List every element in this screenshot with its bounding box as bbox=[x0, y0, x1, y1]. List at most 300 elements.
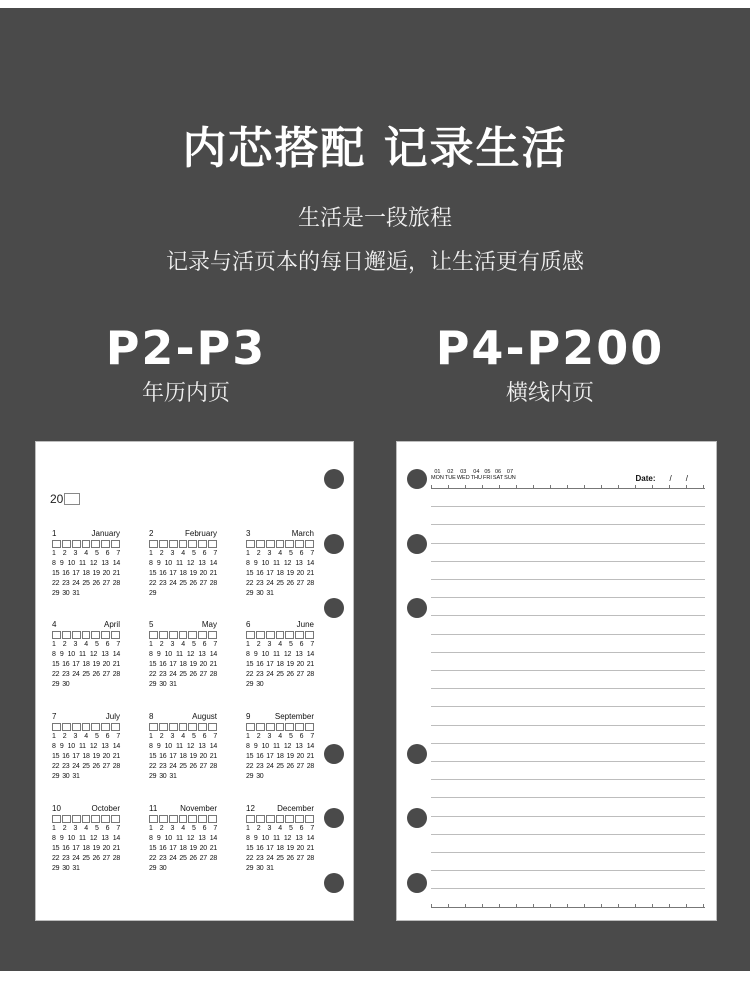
date-number: 9 bbox=[59, 743, 64, 750]
date-number: 22 bbox=[149, 580, 157, 587]
date-number: 7 bbox=[213, 550, 217, 557]
weekday-label bbox=[431, 469, 444, 481]
month-header bbox=[246, 620, 314, 630]
date-number: 24 bbox=[266, 580, 274, 587]
date-number: 18 bbox=[276, 845, 284, 852]
ruler-tick bbox=[703, 485, 704, 489]
date-number: 4 bbox=[278, 825, 282, 832]
date-number: 25 bbox=[276, 855, 284, 862]
date-row bbox=[246, 680, 314, 690]
date-number: 22 bbox=[246, 855, 254, 862]
date-number: 18 bbox=[276, 570, 284, 577]
weekday-box bbox=[159, 815, 168, 823]
date-number: 16 bbox=[256, 661, 264, 668]
weekday-box bbox=[101, 540, 110, 548]
date-number: 27 bbox=[199, 671, 207, 678]
date-number: 17 bbox=[266, 845, 274, 852]
date-number: 10 bbox=[164, 743, 172, 750]
month-number: 10 bbox=[52, 804, 61, 813]
date-number: 30 bbox=[256, 681, 264, 688]
ruler-tick bbox=[499, 485, 500, 489]
date-number: 21 bbox=[306, 845, 314, 852]
subtitle-line-2: 记录与活页本的每日邂逅，让生活更有质感 bbox=[165, 250, 584, 275]
date-number: 7 bbox=[116, 733, 120, 740]
weekday-name: THU bbox=[470, 475, 482, 481]
date-number: 30 bbox=[256, 590, 264, 597]
binder-hole bbox=[407, 534, 427, 554]
date-number: 30 bbox=[159, 773, 167, 780]
weekday-box bbox=[111, 631, 120, 639]
month-block bbox=[149, 804, 217, 874]
date-row bbox=[52, 589, 120, 599]
date-number: 6 bbox=[299, 733, 304, 740]
weekday-boxes bbox=[246, 723, 314, 732]
date-number: 31 bbox=[169, 681, 177, 688]
binder-hole bbox=[324, 808, 344, 828]
weekday-box bbox=[188, 631, 197, 639]
date-number: 3 bbox=[170, 733, 175, 740]
weekday-box bbox=[62, 631, 71, 639]
date-number: 25 bbox=[179, 671, 187, 678]
ruler-tick bbox=[686, 904, 687, 908]
weekday-box bbox=[285, 631, 294, 639]
date-row bbox=[246, 650, 314, 660]
date-number: 3 bbox=[73, 733, 78, 740]
month-header bbox=[246, 529, 314, 539]
weekday-box bbox=[266, 723, 275, 731]
date-number: 19 bbox=[92, 845, 100, 852]
date-row bbox=[246, 824, 314, 834]
date-number: 23 bbox=[159, 580, 167, 587]
date-number: 27 bbox=[102, 855, 110, 862]
month-block bbox=[149, 620, 217, 690]
date-number: 2 bbox=[159, 825, 164, 832]
date-number: 6 bbox=[299, 825, 304, 832]
weekday-box bbox=[82, 631, 91, 639]
weekday-label bbox=[504, 469, 516, 481]
weekday-box bbox=[149, 815, 158, 823]
weekday-box bbox=[188, 723, 197, 731]
ruled-line bbox=[431, 834, 705, 835]
weekday-box bbox=[276, 723, 285, 731]
date-number: 20 bbox=[296, 753, 304, 760]
ruled-line bbox=[431, 870, 705, 871]
date-number: 19 bbox=[92, 753, 100, 760]
binder-hole bbox=[407, 808, 427, 828]
month-number: 8 bbox=[149, 712, 154, 721]
month-header bbox=[52, 804, 120, 814]
date-row bbox=[52, 732, 120, 742]
date-number: 10 bbox=[164, 835, 172, 842]
date-number: 29 bbox=[246, 590, 254, 597]
date-number: 4 bbox=[84, 550, 88, 557]
date-number: 13 bbox=[198, 835, 206, 842]
date-number: 11 bbox=[273, 560, 280, 567]
weekday-label bbox=[471, 469, 482, 481]
date-number: 24 bbox=[169, 580, 177, 587]
date-number: 17 bbox=[72, 661, 80, 668]
date-number: 5 bbox=[94, 641, 99, 648]
month-number: 3 bbox=[246, 529, 251, 538]
ruler-tick bbox=[431, 485, 432, 489]
weekday-box bbox=[276, 540, 285, 548]
date-number: 14 bbox=[112, 560, 120, 567]
date-number: 30 bbox=[62, 681, 70, 688]
date-number: 7 bbox=[116, 550, 120, 557]
date-number: 4 bbox=[84, 641, 88, 648]
date-number: 8 bbox=[52, 560, 56, 567]
date-row bbox=[149, 660, 217, 670]
weekday-box bbox=[91, 815, 100, 823]
date-number: 25 bbox=[276, 671, 284, 678]
date-row bbox=[52, 742, 120, 752]
date-number: 16 bbox=[256, 845, 264, 852]
ruler-tick bbox=[618, 485, 619, 489]
date-number: 8 bbox=[149, 651, 153, 658]
date-row bbox=[149, 549, 217, 559]
weekday-name: TUE bbox=[444, 475, 456, 481]
date-number: 6 bbox=[202, 733, 207, 740]
date-number: 9 bbox=[253, 651, 258, 658]
date-number: 28 bbox=[209, 763, 217, 770]
date-row bbox=[246, 670, 314, 680]
month-header bbox=[149, 712, 217, 722]
date-number: 5 bbox=[94, 550, 99, 557]
weekday-number: 03 bbox=[460, 469, 467, 475]
weekday-box bbox=[208, 540, 217, 548]
month-header bbox=[149, 529, 217, 539]
weekday-label bbox=[445, 469, 456, 481]
date-number: 27 bbox=[199, 855, 207, 862]
ruled-line bbox=[431, 652, 705, 653]
date-number: 19 bbox=[286, 845, 294, 852]
date-number: 29 bbox=[246, 681, 254, 688]
date-number: 22 bbox=[246, 671, 254, 678]
date-number: 8 bbox=[52, 743, 56, 750]
date-number: 28 bbox=[209, 855, 217, 862]
date-number: 26 bbox=[92, 763, 100, 770]
date-row bbox=[52, 680, 120, 690]
weekday-box bbox=[62, 815, 71, 823]
date-number: 28 bbox=[306, 580, 314, 587]
weekday-box bbox=[256, 723, 265, 731]
binder-hole bbox=[324, 469, 344, 489]
date-number: 8 bbox=[149, 835, 153, 842]
weekday-box bbox=[305, 540, 314, 548]
month-block bbox=[52, 712, 120, 782]
date-number: 19 bbox=[92, 570, 100, 577]
date-number: 8 bbox=[52, 835, 56, 842]
date-number: 14 bbox=[209, 743, 217, 750]
ruled-line bbox=[431, 797, 705, 798]
date-row bbox=[149, 680, 217, 690]
weekday-box bbox=[72, 723, 81, 731]
ruler-tick bbox=[482, 904, 483, 908]
weekday-box bbox=[82, 815, 91, 823]
date-number: 12 bbox=[186, 743, 195, 750]
date-number: 20 bbox=[296, 661, 304, 668]
date-number: 3 bbox=[267, 825, 272, 832]
date-number: 27 bbox=[199, 580, 207, 587]
date-label: Date: bbox=[635, 474, 656, 483]
date-number: 2 bbox=[159, 733, 164, 740]
weekday-box bbox=[198, 815, 207, 823]
date-number: 24 bbox=[72, 671, 80, 678]
date-number: 22 bbox=[246, 580, 254, 587]
subtitle-line-1: 生活是一段旅程 bbox=[297, 206, 452, 231]
date-number: 7 bbox=[310, 641, 314, 648]
date-number: 10 bbox=[164, 560, 172, 567]
weekday-box bbox=[246, 631, 255, 639]
date-number: 4 bbox=[278, 733, 282, 740]
month-name: February bbox=[184, 529, 217, 538]
date-number: 16 bbox=[62, 845, 70, 852]
weekday-box bbox=[188, 815, 197, 823]
date-row bbox=[52, 569, 120, 579]
date-number: 24 bbox=[72, 763, 80, 770]
weekday-box bbox=[72, 815, 81, 823]
date-number: 17 bbox=[72, 570, 80, 577]
weekday-box bbox=[149, 723, 158, 731]
date-row bbox=[52, 834, 120, 844]
month-name: August bbox=[192, 712, 217, 721]
date-row bbox=[149, 579, 217, 589]
date-row bbox=[149, 742, 217, 752]
ruled-line bbox=[431, 888, 705, 889]
date-number: 15 bbox=[52, 753, 60, 760]
date-row bbox=[149, 640, 217, 650]
date-number: 10 bbox=[261, 743, 269, 750]
date-number: 28 bbox=[306, 671, 314, 678]
date-number: 22 bbox=[52, 671, 60, 678]
date-number: 11 bbox=[176, 560, 183, 567]
date-number: 5 bbox=[288, 733, 293, 740]
ruled-line bbox=[431, 561, 705, 562]
weekday-box bbox=[91, 723, 100, 731]
date-separator: / bbox=[685, 474, 688, 483]
ruler-tick bbox=[686, 485, 687, 489]
ruler-tick bbox=[550, 904, 551, 908]
date-number: 30 bbox=[62, 773, 70, 780]
month-header bbox=[52, 529, 120, 539]
ruled-line bbox=[431, 615, 705, 616]
date-number: 29 bbox=[149, 590, 157, 597]
date-number: 28 bbox=[209, 580, 217, 587]
date-number: 2 bbox=[256, 641, 261, 648]
ruler-tick bbox=[584, 904, 585, 908]
date-row bbox=[246, 559, 314, 569]
date-row bbox=[246, 579, 314, 589]
date-number: 1 bbox=[149, 825, 153, 832]
date-number: 27 bbox=[102, 763, 110, 770]
date-number: 6 bbox=[105, 641, 110, 648]
month-number: 2 bbox=[149, 529, 154, 538]
date-number: 18 bbox=[276, 753, 284, 760]
date-number: 10 bbox=[67, 560, 75, 567]
weekday-box bbox=[246, 815, 255, 823]
date-number: 3 bbox=[73, 641, 78, 648]
date-number: 18 bbox=[276, 661, 284, 668]
date-number: 17 bbox=[72, 845, 80, 852]
date-number: 16 bbox=[256, 753, 264, 760]
date-number: 10 bbox=[261, 651, 269, 658]
date-number: 12 bbox=[283, 743, 292, 750]
date-number: 29 bbox=[52, 773, 60, 780]
date-number: 7 bbox=[213, 825, 217, 832]
weekday-box bbox=[111, 815, 120, 823]
date-number: 15 bbox=[149, 753, 157, 760]
date-number: 16 bbox=[62, 753, 70, 760]
date-number: 21 bbox=[306, 661, 314, 668]
date-number: 9 bbox=[156, 560, 161, 567]
date-number: 14 bbox=[112, 743, 120, 750]
date-number: 20 bbox=[199, 661, 207, 668]
month-number: 6 bbox=[246, 620, 251, 629]
ruled-line bbox=[431, 907, 705, 908]
date-number: 16 bbox=[159, 661, 167, 668]
month-block bbox=[52, 529, 120, 599]
date-row bbox=[149, 670, 217, 680]
date-number: 13 bbox=[198, 560, 206, 567]
date-row bbox=[149, 732, 217, 742]
date-number: 9 bbox=[59, 651, 64, 658]
year-field bbox=[50, 492, 80, 506]
section-label-calendar: 年历内页 bbox=[141, 381, 230, 406]
date-number: 15 bbox=[149, 845, 157, 852]
date-row bbox=[52, 762, 120, 772]
weekday-box bbox=[198, 540, 207, 548]
date-number: 17 bbox=[266, 570, 274, 577]
date-number: 15 bbox=[246, 753, 254, 760]
date-row bbox=[246, 854, 314, 864]
month-name: April bbox=[103, 620, 120, 629]
section-label-lined: 横线内页 bbox=[505, 381, 594, 406]
date-number: 11 bbox=[273, 835, 280, 842]
date-number: 24 bbox=[266, 763, 274, 770]
date-number: 23 bbox=[62, 855, 70, 862]
date-number: 17 bbox=[169, 753, 177, 760]
date-number: 5 bbox=[191, 825, 196, 832]
date-number: 31 bbox=[72, 773, 80, 780]
ruled-line bbox=[431, 852, 705, 853]
date-number: 9 bbox=[156, 743, 161, 750]
date-number: 3 bbox=[267, 733, 272, 740]
binder-hole bbox=[324, 744, 344, 764]
date-number: 7 bbox=[116, 825, 120, 832]
date-number: 26 bbox=[92, 855, 100, 862]
date-number: 17 bbox=[169, 661, 177, 668]
date-number: 20 bbox=[199, 570, 207, 577]
date-number: 23 bbox=[256, 580, 264, 587]
ruler-tick bbox=[550, 485, 551, 489]
date-number: 1 bbox=[246, 641, 250, 648]
ruled-line bbox=[431, 816, 705, 817]
date-number: 22 bbox=[52, 855, 60, 862]
date-number: 19 bbox=[189, 570, 197, 577]
section-code-calendar: P2-P3 bbox=[105, 321, 267, 375]
ruler-tick bbox=[431, 904, 432, 908]
date-number: 10 bbox=[67, 835, 75, 842]
ruled-line bbox=[431, 579, 705, 580]
ruler-tick bbox=[516, 485, 517, 489]
date-number: 23 bbox=[256, 671, 264, 678]
month-number: 4 bbox=[52, 620, 57, 629]
date-number: 6 bbox=[299, 550, 304, 557]
date-number: 3 bbox=[170, 825, 175, 832]
date-number: 27 bbox=[296, 671, 304, 678]
date-number: 11 bbox=[79, 560, 86, 567]
date-number: 6 bbox=[299, 641, 304, 648]
date-number: 2 bbox=[62, 641, 67, 648]
ruler-tick bbox=[703, 904, 704, 908]
date-number: 23 bbox=[62, 671, 70, 678]
date-number: 4 bbox=[181, 641, 185, 648]
weekday-number: 06 bbox=[494, 469, 502, 475]
date-number: 21 bbox=[112, 661, 120, 668]
date-number: 24 bbox=[169, 763, 177, 770]
ruler-tick bbox=[465, 485, 466, 489]
weekday-box bbox=[295, 631, 304, 639]
date-number: 20 bbox=[296, 845, 304, 852]
date-number: 18 bbox=[82, 753, 90, 760]
date-number: 28 bbox=[306, 763, 314, 770]
month-block bbox=[246, 529, 314, 599]
date-row bbox=[149, 752, 217, 762]
ruler-tick bbox=[652, 485, 653, 489]
date-number: 19 bbox=[286, 753, 294, 760]
date-number: 2 bbox=[62, 550, 67, 557]
weekday-box bbox=[295, 723, 304, 731]
date-number: 11 bbox=[79, 835, 86, 842]
weekday-box bbox=[52, 815, 61, 823]
weekday-name: SUN bbox=[504, 475, 516, 481]
date-number: 2 bbox=[256, 825, 261, 832]
date-row bbox=[52, 752, 120, 762]
date-number: 25 bbox=[179, 580, 187, 587]
weekday-box bbox=[169, 540, 178, 548]
date-row bbox=[246, 844, 314, 854]
weekday-box bbox=[305, 815, 314, 823]
weekday-box bbox=[295, 815, 304, 823]
date-number: 10 bbox=[261, 835, 269, 842]
date-number: 1 bbox=[149, 550, 153, 557]
ruled-line bbox=[431, 743, 705, 744]
weekday-box bbox=[208, 631, 217, 639]
month-number: 1 bbox=[52, 529, 57, 538]
ruled-line bbox=[431, 543, 705, 544]
month-number: 9 bbox=[246, 712, 251, 721]
date-number: 16 bbox=[159, 570, 167, 577]
date-number: 7 bbox=[310, 733, 314, 740]
ruler-tick bbox=[669, 485, 670, 489]
date-number: 2 bbox=[62, 733, 67, 740]
date-number: 26 bbox=[189, 855, 197, 862]
date-row bbox=[52, 559, 120, 569]
weekday-box bbox=[101, 815, 110, 823]
weekday-boxes bbox=[52, 540, 120, 549]
month-name: June bbox=[296, 620, 314, 629]
weekday-box bbox=[179, 815, 188, 823]
date-number: 12 bbox=[186, 835, 195, 842]
date-number: 17 bbox=[169, 845, 177, 852]
date-number: 17 bbox=[266, 753, 274, 760]
date-number: 31 bbox=[169, 773, 177, 780]
month-header bbox=[149, 804, 217, 814]
weekday-label bbox=[483, 469, 492, 481]
date-number: 20 bbox=[199, 753, 207, 760]
date-number: 2 bbox=[159, 641, 164, 648]
date-row bbox=[52, 650, 120, 660]
